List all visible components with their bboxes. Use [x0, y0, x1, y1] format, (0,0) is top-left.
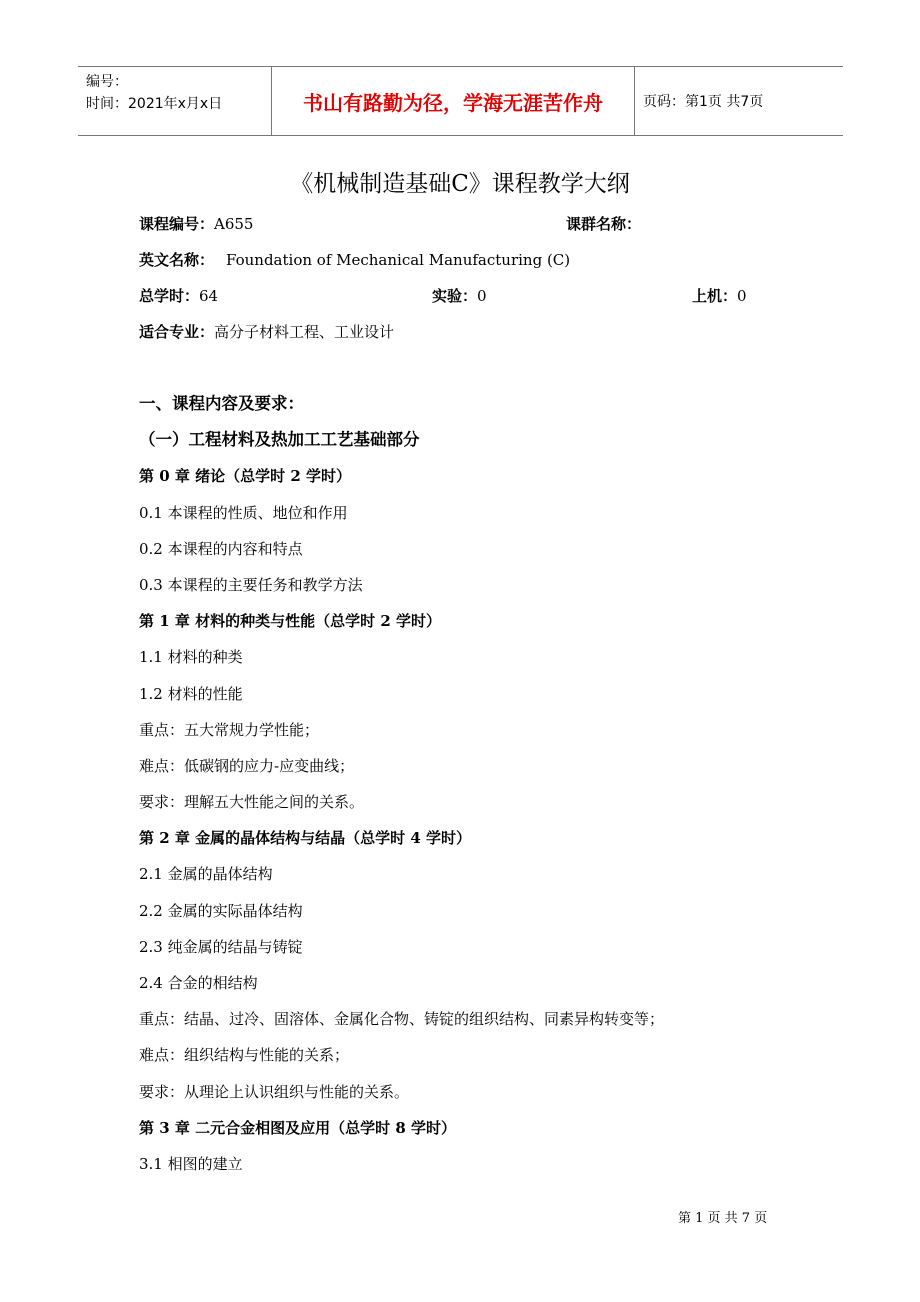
paragraph: 1.1 材料的种类 — [139, 648, 243, 667]
computer-hours-value: 0 — [737, 287, 747, 305]
chapter-heading: 第 2 章 金属的晶体结构与结晶（总学时 4 学时） — [139, 829, 471, 848]
document-body — [139, 386, 664, 1182]
chapter-heading: 第 3 章 二元合金相图及应用（总学时 8 学时） — [139, 1118, 456, 1137]
english-name — [139, 249, 570, 270]
paragraph: 要求：理解五大性能之间的关系。 — [139, 793, 365, 812]
section-heading: （一）工程材料及热加工工艺基础部分 — [139, 430, 420, 450]
computer-hours — [692, 285, 747, 306]
computer-hours-label: 上机： — [692, 287, 738, 305]
paragraph: 2.1 金属的晶体结构 — [139, 865, 273, 884]
header-info — [78, 67, 272, 135]
paragraph: 难点：组织结构与性能的关系； — [139, 1046, 350, 1065]
lab-hours — [432, 285, 487, 306]
course-code — [139, 213, 253, 234]
suitable-major — [139, 321, 394, 342]
suitable-major-label: 适合专业： — [139, 323, 215, 341]
paragraph: 要求：从理论上认识组织与性能的关系。 — [139, 1082, 410, 1101]
course-code-label: 课程编号： — [139, 215, 215, 233]
english-name-value: Foundation of Mechanical Manufacturing (C) — [226, 251, 571, 269]
header-page-label: 页码：第1页 共7页 — [643, 94, 764, 110]
paragraph: 3.1 相图的建立 — [139, 1154, 243, 1173]
paragraph: 2.4 合金的相结构 — [139, 974, 258, 992]
total-hours-label: 总学时： — [139, 287, 200, 305]
number-label: 编号： — [86, 74, 128, 90]
course-code-value: A655 — [214, 215, 254, 233]
total-hours — [139, 285, 218, 306]
chapter-heading: 第 1 章 材料的种类与性能（总学时 2 学时） — [139, 612, 441, 631]
section-heading: 一、课程内容及要求： — [139, 394, 304, 413]
document-title: 《机械制造基础C》课程教学大纲 — [290, 171, 630, 197]
lab-hours-value: 0 — [477, 287, 487, 305]
paragraph: 重点：结晶、过冷、固溶体、金属化合物、铸锭的组织结构、同素异构转变等； — [139, 1010, 665, 1029]
course-group — [566, 213, 641, 234]
header-motto: 书山有路勤为径，学海无涯苦作舟 — [272, 67, 635, 135]
page-header — [78, 66, 843, 136]
chapter-heading: 第 0 章 绪论（总学时 2 学时） — [139, 467, 351, 486]
course-group-label: 课群名称： — [566, 215, 642, 233]
paragraph: 2.2 金属的实际晶体结构 — [139, 901, 303, 920]
paragraph: 2.3 纯金属的结晶与铸锭 — [139, 937, 303, 956]
paragraph: 0.2 本课程的内容和特点 — [139, 539, 303, 558]
lab-hours-label: 实验： — [432, 287, 478, 305]
paragraph: 0.1 本课程的性质、地位和作用 — [139, 503, 348, 522]
english-name-label: 英文名称： — [139, 251, 215, 269]
time-label: 时间：2021年x月x日 — [86, 96, 223, 112]
suitable-major-value: 高分子材料工程、工业设计 — [214, 323, 395, 341]
page-footer: 第 1 页 共 7 页 — [678, 1211, 768, 1226]
paragraph: 1.2 材料的性能 — [139, 684, 243, 703]
paragraph: 0.3 本课程的主要任务和教学方法 — [139, 575, 363, 594]
paragraph: 重点：五大常规力学性能； — [139, 720, 320, 739]
paragraph: 难点：低碳钢的应力-应变曲线； — [139, 756, 355, 775]
total-hours-value: 64 — [199, 287, 219, 305]
